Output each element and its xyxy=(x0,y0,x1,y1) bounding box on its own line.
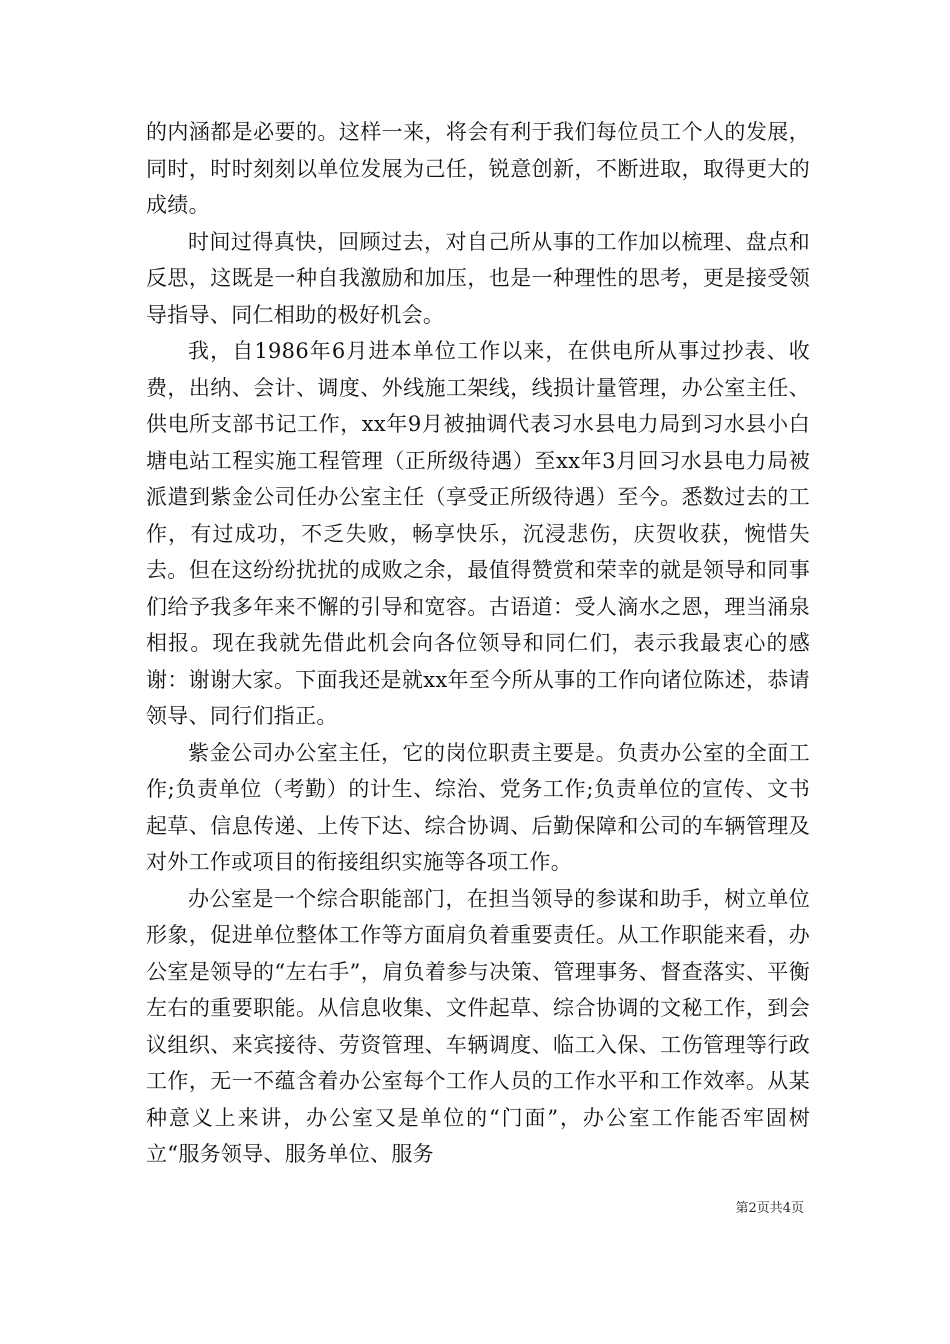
paragraph-5: 办公室是一个综合职能部门，在担当领导的参谋和助手，树立单位形象，促进单位整体工作等方面肩负着重要责任。从工作职能来看，办公室是领导的“左右手”，肩负着参与决策、管理事务、督查落实、平衡左右的重要职能。从信息收集、文件起草、综合协调的文秘工作，到会议组织、来宾接待、劳资管理、车辆调度、临工入保、工伤管理等行政工作，无一不蕴含着办公室每个工作人员的工作水平和工作效率。从某种意义上来讲，办公室又是单位的“门面”，办公室工作能否牢固树立“服务领导、服务单位、服务 xyxy=(146,886,810,1166)
paragraph-3: 我，自1986年6月进本单位工作以来，在供电所从事过抄表、收费，出纳、会计、调度、外线施工架线，线损计量管理，办公室主任、供电所支部书记工作，xx年9月被抽调代表习水县电力局到习水县小白塘电站工程实施工程管理（正所级待遇）至xx年3月回习水县电力局被派遣到紫金公司任办公室主任（享受正所级待遇）至今。悉数过去的工作，有过成功，不乏失败，畅享快乐，沉浸悲伤，庆贺收获，惋惜失去。但在这纷纷扰扰的成败之余，最值得赞赏和荣幸的就是领导和同事们给予我多年来不懈的引导和宽容。古语道：受人滴水之恩，理当涌泉相报。现在我就先借此机会向各位领导和同仁们，表示我最衷心的感谢：谢谢大家。下面我还是就xx年至今所从事的工作向诸位陈述，恭请领导、同行们指正。 xyxy=(146,339,810,728)
paragraph-4: 紫金公司办公室主任，它的岗位职责主要是。负责办公室的全面工作;负责单位（考勤）的计生、综治、党务工作;负责单位的宣传、文书起草、信息传递、上传下达、综合协调、后勤保障和公司的车辆管理及对外工作或项目的衔接组织实施等各项工作。 xyxy=(146,740,810,874)
page-number-footer: 第2页共4页 xyxy=(735,1201,804,1216)
paragraph-2: 时间过得真快，回顾过去，对自己所从事的工作加以梳理、盘点和反思，这既是一种自我激励和加压，也是一种理性的思考，更是接受领导指导、同仁相助的极好机会。 xyxy=(146,229,810,327)
paragraph-1: 的内涵都是必要的。这样一来，将会有利于我们每位员工个人的发展，同时，时时刻刻以单位发展为己任，锐意创新，不断进取，取得更大的成绩。 xyxy=(146,120,810,217)
document-body xyxy=(146,114,810,1173)
